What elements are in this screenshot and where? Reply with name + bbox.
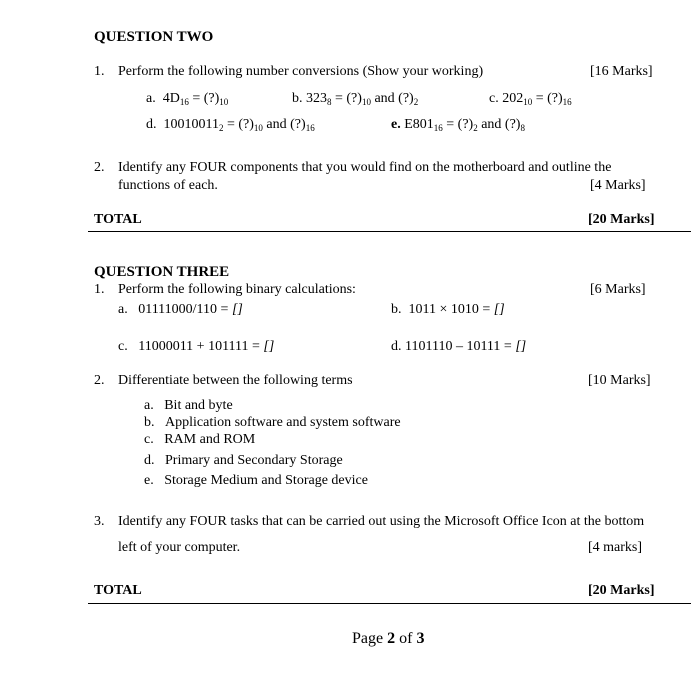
q3-item1-number: 1. bbox=[94, 282, 105, 297]
conversion-e-value: E801 bbox=[404, 117, 434, 132]
q3-item3-line1: Identify any FOUR tasks that can be carried out using the Microsoft Office Icon at the bottom bbox=[118, 514, 645, 529]
conversion-a-target-base: 10 bbox=[219, 97, 229, 107]
term-c bbox=[144, 432, 255, 448]
binary-calc-b-expr: 1011 × 1010 = bbox=[408, 302, 494, 317]
question-two-heading: QUESTION TWO bbox=[94, 29, 214, 45]
binary-calc-c-blank: [] bbox=[263, 339, 275, 354]
q2-item1-number: 1. bbox=[94, 64, 105, 79]
binary-calc-d-label: d. bbox=[391, 339, 402, 354]
conversion-e-eq: = (?) bbox=[442, 117, 474, 132]
page-number bbox=[352, 630, 424, 648]
conversion-e bbox=[391, 117, 525, 133]
term-a-label: a. bbox=[144, 398, 154, 413]
conversion-a-label: a. bbox=[146, 91, 156, 106]
q2-item1-text: Perform the following number conversions (Show your working) bbox=[118, 64, 484, 79]
term-b-label: b. bbox=[144, 415, 155, 430]
binary-calc-b-label: b. bbox=[391, 302, 402, 317]
term-a-text: Bit and byte bbox=[164, 398, 233, 413]
conversion-b bbox=[292, 91, 418, 107]
q2-item2-line1: Identify any FOUR components that you would find on the motherboard and outline the bbox=[118, 160, 612, 175]
conversion-c bbox=[489, 91, 572, 107]
q2-total-label: TOTAL bbox=[94, 212, 142, 227]
q2-item2-number: 2. bbox=[94, 160, 105, 175]
conversion-c-value: 202 bbox=[502, 91, 524, 106]
binary-calc-b-blank: [] bbox=[493, 302, 505, 317]
binary-calc-c bbox=[118, 339, 274, 355]
conversion-b-and: and (?) bbox=[370, 91, 414, 106]
term-c-label: c. bbox=[144, 432, 154, 447]
conversion-d-target-base2: 16 bbox=[305, 123, 315, 133]
conversion-d-target-base: 10 bbox=[253, 123, 263, 133]
conversion-a-base: 16 bbox=[179, 97, 189, 107]
binary-calc-a-expr: 01111000/110 = bbox=[138, 302, 232, 317]
q3-total-marks: [20 Marks] bbox=[588, 583, 655, 598]
conversion-e-and: and (?) bbox=[477, 117, 521, 132]
q2-item2-line2: functions of each. bbox=[118, 178, 218, 193]
q3-total-label: TOTAL bbox=[94, 583, 142, 598]
conversion-c-target-base: 16 bbox=[562, 97, 572, 107]
term-c-text: RAM and ROM bbox=[164, 432, 256, 447]
term-e-text: Storage Medium and Storage device bbox=[164, 473, 368, 488]
q3-item2-marks: [10 Marks] bbox=[588, 373, 651, 388]
conversion-a-value: 4D bbox=[162, 91, 180, 106]
conversion-a-eq: = (?) bbox=[188, 91, 220, 106]
term-a bbox=[144, 398, 233, 414]
page-word: Page bbox=[352, 630, 388, 647]
conversion-e-label: e. bbox=[391, 117, 401, 132]
term-b-text: Application software and system software bbox=[165, 415, 401, 430]
q3-item1-text: Perform the following binary calculations: bbox=[118, 282, 356, 297]
binary-calc-d bbox=[391, 339, 526, 355]
page-current: 2 bbox=[387, 630, 396, 647]
term-d bbox=[144, 453, 343, 469]
q3-total-rule bbox=[88, 603, 691, 604]
term-e-label: e. bbox=[144, 473, 154, 488]
conversion-d-base: 2 bbox=[218, 123, 224, 133]
binary-calc-c-expr: 11000011 + 101111 = bbox=[138, 339, 264, 354]
conversion-b-eq: = (?) bbox=[331, 91, 362, 106]
page-of: of bbox=[395, 630, 417, 647]
conversion-b-target-base2: 2 bbox=[413, 97, 419, 107]
q3-item2-number: 2. bbox=[94, 373, 105, 388]
binary-calc-a-blank: [] bbox=[231, 302, 243, 317]
conversion-d bbox=[146, 117, 315, 133]
conversion-d-eq: = (?) bbox=[223, 117, 254, 132]
conversion-b-base: 8 bbox=[327, 97, 332, 107]
q3-item1-marks: [6 Marks] bbox=[590, 282, 646, 297]
conversion-b-target-base: 10 bbox=[361, 97, 371, 107]
binary-calc-d-expr: 1101110 – 10111 = bbox=[405, 339, 516, 354]
term-d-label: d. bbox=[144, 453, 155, 468]
term-d-text: Primary and Secondary Storage bbox=[165, 453, 343, 468]
conversion-c-base: 10 bbox=[523, 97, 533, 107]
conversion-c-eq: = (?) bbox=[532, 91, 563, 106]
page-total: 3 bbox=[416, 630, 425, 647]
q3-item3-marks: [4 marks] bbox=[588, 540, 643, 555]
binary-calc-c-label: c. bbox=[118, 339, 128, 354]
conversion-b-value: 323 bbox=[306, 91, 327, 106]
term-e bbox=[144, 473, 368, 489]
conversion-a bbox=[146, 91, 228, 107]
q3-item2-text: Differentiate between the following terms bbox=[118, 373, 353, 388]
q2-item1-marks: [16 Marks] bbox=[590, 64, 653, 79]
q2-total-marks: [20 Marks] bbox=[588, 212, 655, 227]
conversion-e-base: 16 bbox=[433, 123, 443, 133]
q3-item3-number: 3. bbox=[94, 514, 105, 529]
conversion-d-value: 10010011 bbox=[163, 117, 219, 132]
conversion-c-label: c. bbox=[489, 91, 499, 106]
binary-calc-a bbox=[118, 302, 243, 318]
conversion-e-target-base: 2 bbox=[473, 123, 478, 133]
conversion-b-label: b. bbox=[292, 91, 303, 106]
conversion-d-label: d. bbox=[146, 117, 157, 132]
q2-item2-marks: [4 Marks] bbox=[590, 178, 646, 193]
q2-total-rule bbox=[88, 231, 691, 232]
binary-calc-d-blank: [] bbox=[515, 339, 527, 354]
conversion-e-target-base2: 8 bbox=[520, 123, 525, 133]
conversion-d-and: and (?) bbox=[262, 117, 306, 132]
term-b bbox=[144, 415, 401, 431]
question-three-heading: QUESTION THREE bbox=[94, 264, 230, 280]
binary-calc-b bbox=[391, 302, 505, 318]
binary-calc-a-label: a. bbox=[118, 302, 128, 317]
q3-item3-line2: left of your computer. bbox=[118, 540, 241, 555]
